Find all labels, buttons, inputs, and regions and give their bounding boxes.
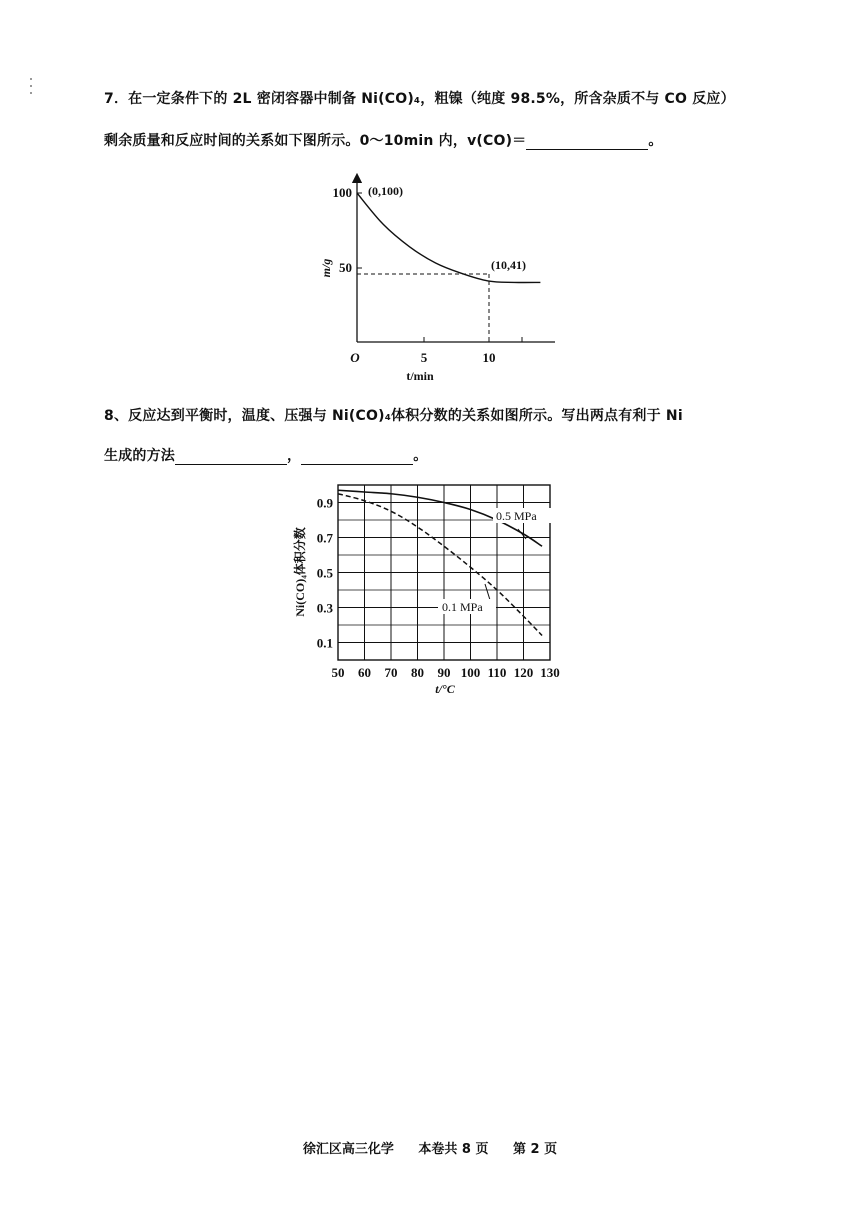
q7-text-1: 7．在一定条件下的 2L 密闭容器中制备 Ni(CO)₄，粗镍（纯度 98.5%，所含杂质不与 CO 反应）: [104, 91, 735, 107]
x-tick-labels: [332, 665, 560, 680]
footer-page-number: 第 2 页: [513, 1142, 558, 1157]
series-label-0-5-mpa: 0.5 MPa: [496, 509, 537, 523]
point-label-start: (0,100): [368, 184, 403, 198]
x-tick-label-10: 10: [482, 350, 496, 365]
q7-line-2: [104, 130, 663, 150]
point-label-end: (10,41): [491, 258, 526, 272]
x-tick-label: 80: [411, 665, 424, 680]
margin-marks: [30, 78, 32, 108]
x-tick-label: 120: [513, 665, 534, 680]
q8-text-1: 8、反应达到平衡时，温度、压强与 Ni(CO)₄体积分数的关系如图所示。写出两点有利于 Ni: [104, 408, 683, 424]
y-axis-label: m/g: [319, 258, 333, 278]
y-tick-label-50: 50: [339, 260, 352, 275]
q8-line-1: [104, 405, 683, 425]
q8-text-2: 生成的方法: [104, 448, 175, 464]
footer-exam-name: 徐汇区高三化学: [302, 1142, 394, 1157]
x-tick-label-5: 5: [420, 350, 428, 365]
q8-answer-blank-2[interactable]: [301, 450, 413, 465]
q7-line-1: [104, 88, 735, 108]
y-tick-label: 0.1: [316, 635, 333, 651]
q7-answer-blank[interactable]: [526, 135, 648, 150]
x-tick-label: 70: [384, 665, 398, 680]
y-tick-label: 0.9: [316, 495, 333, 511]
q7-rate-var: v(CO)＝: [467, 133, 527, 149]
q8-line-2: [104, 445, 427, 465]
x-tick-label: 60: [358, 665, 371, 680]
x-axis-label: t/°C: [435, 682, 455, 696]
x-tick-label: 100: [460, 665, 481, 680]
x-tick-label: 50: [331, 665, 345, 680]
q7-end: 。: [648, 133, 663, 149]
q7-text-2: 剩余质量和反应时间的关系如下图所示。0～10min 内，: [104, 133, 468, 149]
y-tick-label: 0.7: [316, 530, 333, 546]
y-tick-label-100: 100: [332, 185, 352, 200]
origin-label: O: [350, 350, 360, 365]
y-axis-label: Ni(CO)₄体积分数: [293, 527, 307, 617]
q8-answer-blank-1[interactable]: [175, 450, 287, 465]
page-footer: [0, 1138, 860, 1157]
y-tick-label: 0.5: [316, 565, 333, 581]
y-tick-labels: [317, 496, 334, 651]
x-tick-label: 90: [437, 665, 451, 680]
fraction-temperature-chart: [280, 475, 580, 705]
mass-time-chart: [300, 170, 570, 390]
x-tick-label: 130: [540, 665, 560, 680]
leader-0-1-mpa: [485, 584, 490, 600]
x-tick-label: 110: [487, 665, 507, 680]
x-axis-label: t/min: [406, 369, 434, 383]
q8-comma: ，: [287, 448, 302, 464]
q8-end: 。: [413, 448, 428, 464]
y-tick-label: 0.3: [316, 600, 333, 616]
series-label-0-1-mpa: 0.1 MPa: [442, 600, 483, 614]
footer-page-count: 本卷共 8 页: [418, 1142, 489, 1157]
